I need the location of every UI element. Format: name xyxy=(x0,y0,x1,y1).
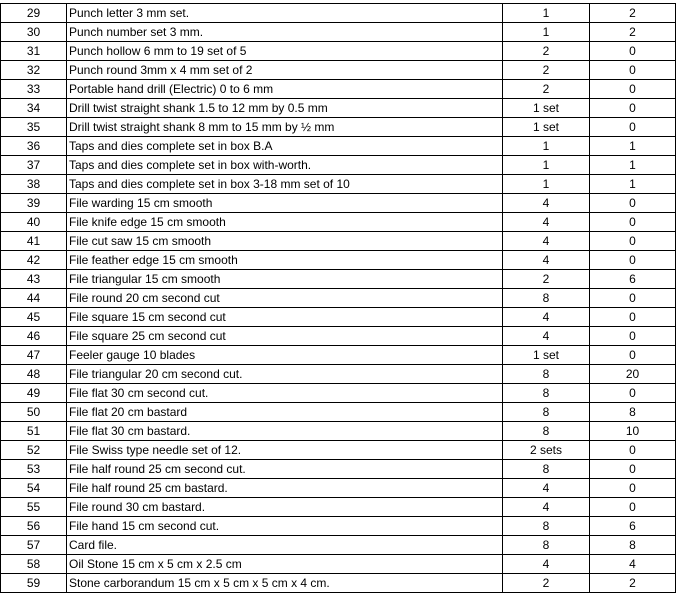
item-description-cell: Feeler gauge 10 blades xyxy=(67,346,503,365)
row-number-cell: 41 xyxy=(1,232,67,251)
table-row xyxy=(1,4,676,23)
item-description-cell: File triangular 15 cm smooth xyxy=(67,270,503,289)
quantity-required-cell: 4 xyxy=(503,479,590,498)
quantity-required-cell: 8 xyxy=(503,384,590,403)
row-number-cell: 35 xyxy=(1,118,67,137)
table-row xyxy=(1,175,676,194)
row-number-cell: 53 xyxy=(1,460,67,479)
item-description-cell: File flat 30 cm bastard. xyxy=(67,422,503,441)
quantity-available-cell: 0 xyxy=(590,498,676,517)
row-number-cell: 50 xyxy=(1,403,67,422)
quantity-required-cell: 2 xyxy=(503,270,590,289)
quantity-available-cell: 0 xyxy=(590,308,676,327)
item-description-cell: File hand 15 cm second cut. xyxy=(67,517,503,536)
row-number-cell: 56 xyxy=(1,517,67,536)
item-description-cell: File flat 20 cm bastard xyxy=(67,403,503,422)
item-description-cell: Card file. xyxy=(67,536,503,555)
quantity-available-cell: 0 xyxy=(590,384,676,403)
quantity-available-cell: 0 xyxy=(590,99,676,118)
row-number-cell: 44 xyxy=(1,289,67,308)
row-number-cell: 46 xyxy=(1,327,67,346)
table-row xyxy=(1,517,676,536)
quantity-required-cell: 8 xyxy=(503,536,590,555)
quantity-available-cell: 4 xyxy=(590,555,676,574)
quantity-available-cell: 8 xyxy=(590,536,676,555)
item-description-cell: File Swiss type needle set of 12. xyxy=(67,441,503,460)
row-number-cell: 58 xyxy=(1,555,67,574)
table-row xyxy=(1,384,676,403)
row-number-cell: 43 xyxy=(1,270,67,289)
row-number-cell: 32 xyxy=(1,61,67,80)
item-description-cell: Punch round 3mm x 4 mm set of 2 xyxy=(67,61,503,80)
quantity-required-cell: 4 xyxy=(503,232,590,251)
row-number-cell: 33 xyxy=(1,80,67,99)
quantity-available-cell: 0 xyxy=(590,118,676,137)
item-description-cell: File half round 25 cm bastard. xyxy=(67,479,503,498)
quantity-available-cell: 1 xyxy=(590,156,676,175)
quantity-available-cell: 0 xyxy=(590,213,676,232)
row-number-cell: 59 xyxy=(1,574,67,593)
row-number-cell: 45 xyxy=(1,308,67,327)
table-body xyxy=(1,4,676,593)
row-number-cell: 38 xyxy=(1,175,67,194)
quantity-required-cell: 4 xyxy=(503,251,590,270)
table-row xyxy=(1,194,676,213)
table-row xyxy=(1,232,676,251)
table-row xyxy=(1,156,676,175)
item-description-cell: File round 20 cm second cut xyxy=(67,289,503,308)
quantity-required-cell: 4 xyxy=(503,498,590,517)
row-number-cell: 55 xyxy=(1,498,67,517)
item-description-cell: Oil Stone 15 cm x 5 cm x 2.5 cm xyxy=(67,555,503,574)
row-number-cell: 36 xyxy=(1,137,67,156)
item-description-cell: File square 25 cm second cut xyxy=(67,327,503,346)
quantity-available-cell: 20 xyxy=(590,365,676,384)
quantity-required-cell: 1 xyxy=(503,137,590,156)
quantity-required-cell: 4 xyxy=(503,327,590,346)
item-description-cell: File knife edge 15 cm smooth xyxy=(67,213,503,232)
quantity-available-cell: 0 xyxy=(590,346,676,365)
item-description-cell: File round 30 cm bastard. xyxy=(67,498,503,517)
quantity-required-cell: 1 set xyxy=(503,118,590,137)
quantity-available-cell: 0 xyxy=(590,232,676,251)
quantity-available-cell: 2 xyxy=(590,23,676,42)
quantity-available-cell: 0 xyxy=(590,42,676,61)
table-row xyxy=(1,308,676,327)
item-description-cell: Punch hollow 6 mm to 19 set of 5 xyxy=(67,42,503,61)
table-row xyxy=(1,42,676,61)
table-row xyxy=(1,251,676,270)
quantity-required-cell: 8 xyxy=(503,289,590,308)
quantity-available-cell: 0 xyxy=(590,289,676,308)
quantity-required-cell: 2 xyxy=(503,61,590,80)
table-row xyxy=(1,270,676,289)
table-row xyxy=(1,365,676,384)
equipment-table xyxy=(0,3,676,593)
item-description-cell: File square 15 cm second cut xyxy=(67,308,503,327)
table-row xyxy=(1,118,676,137)
item-description-cell: Punch number set 3 mm. xyxy=(67,23,503,42)
item-description-cell: Drill twist straight shank 1.5 to 12 mm by 0.5 mm xyxy=(67,99,503,118)
quantity-available-cell: 0 xyxy=(590,61,676,80)
quantity-required-cell: 8 xyxy=(503,422,590,441)
row-number-cell: 42 xyxy=(1,251,67,270)
item-description-cell: Punch letter 3 mm set. xyxy=(67,4,503,23)
quantity-available-cell: 2 xyxy=(590,4,676,23)
item-description-cell: File warding 15 cm smooth xyxy=(67,194,503,213)
table-row xyxy=(1,498,676,517)
quantity-required-cell: 2 sets xyxy=(503,441,590,460)
quantity-available-cell: 0 xyxy=(590,251,676,270)
quantity-available-cell: 0 xyxy=(590,194,676,213)
table-row xyxy=(1,80,676,99)
row-number-cell: 48 xyxy=(1,365,67,384)
quantity-required-cell: 1 set xyxy=(503,99,590,118)
row-number-cell: 57 xyxy=(1,536,67,555)
item-description-cell: Taps and dies complete set in box 3-18 mm set of 10 xyxy=(67,175,503,194)
table-row xyxy=(1,99,676,118)
quantity-required-cell: 2 xyxy=(503,80,590,99)
quantity-required-cell: 4 xyxy=(503,555,590,574)
table-row xyxy=(1,479,676,498)
row-number-cell: 31 xyxy=(1,42,67,61)
table-row xyxy=(1,422,676,441)
quantity-required-cell: 8 xyxy=(503,403,590,422)
table-row xyxy=(1,574,676,593)
item-description-cell: File half round 25 cm second cut. xyxy=(67,460,503,479)
table-row xyxy=(1,61,676,80)
item-description-cell: File triangular 20 cm second cut. xyxy=(67,365,503,384)
row-number-cell: 29 xyxy=(1,4,67,23)
item-description-cell: Taps and dies complete set in box with-worth. xyxy=(67,156,503,175)
table-row xyxy=(1,441,676,460)
quantity-available-cell: 1 xyxy=(590,137,676,156)
quantity-required-cell: 1 xyxy=(503,23,590,42)
quantity-available-cell: 0 xyxy=(590,80,676,99)
table-row xyxy=(1,23,676,42)
quantity-available-cell: 1 xyxy=(590,175,676,194)
quantity-available-cell: 0 xyxy=(590,327,676,346)
quantity-required-cell: 2 xyxy=(503,574,590,593)
quantity-available-cell: 0 xyxy=(590,479,676,498)
quantity-required-cell: 1 xyxy=(503,4,590,23)
table-row xyxy=(1,460,676,479)
item-description-cell: Drill twist straight shank 8 mm to 15 mm by ½ mm xyxy=(67,118,503,137)
quantity-available-cell: 0 xyxy=(590,460,676,479)
row-number-cell: 49 xyxy=(1,384,67,403)
table-row xyxy=(1,555,676,574)
row-number-cell: 37 xyxy=(1,156,67,175)
quantity-required-cell: 8 xyxy=(503,517,590,536)
quantity-required-cell: 1 set xyxy=(503,346,590,365)
item-description-cell: File flat 30 cm second cut. xyxy=(67,384,503,403)
item-description-cell: Taps and dies complete set in box B.A xyxy=(67,137,503,156)
table-row xyxy=(1,213,676,232)
quantity-required-cell: 4 xyxy=(503,308,590,327)
row-number-cell: 34 xyxy=(1,99,67,118)
quantity-required-cell: 4 xyxy=(503,213,590,232)
table-row xyxy=(1,289,676,308)
item-description-cell: Stone carborandum 15 cm x 5 cm x 5 cm x 4 cm. xyxy=(67,574,503,593)
table-row xyxy=(1,137,676,156)
quantity-available-cell: 2 xyxy=(590,574,676,593)
quantity-available-cell: 6 xyxy=(590,517,676,536)
quantity-available-cell: 6 xyxy=(590,270,676,289)
quantity-required-cell: 1 xyxy=(503,175,590,194)
table-row xyxy=(1,327,676,346)
quantity-required-cell: 8 xyxy=(503,365,590,384)
quantity-required-cell: 2 xyxy=(503,42,590,61)
item-description-cell: Portable hand drill (Electric) 0 to 6 mm xyxy=(67,80,503,99)
quantity-available-cell: 0 xyxy=(590,441,676,460)
quantity-available-cell: 8 xyxy=(590,403,676,422)
item-description-cell: File feather edge 15 cm smooth xyxy=(67,251,503,270)
row-number-cell: 30 xyxy=(1,23,67,42)
item-description-cell: File cut saw 15 cm smooth xyxy=(67,232,503,251)
table-row xyxy=(1,403,676,422)
row-number-cell: 51 xyxy=(1,422,67,441)
row-number-cell: 47 xyxy=(1,346,67,365)
row-number-cell: 39 xyxy=(1,194,67,213)
quantity-required-cell: 8 xyxy=(503,460,590,479)
quantity-available-cell: 10 xyxy=(590,422,676,441)
quantity-required-cell: 1 xyxy=(503,156,590,175)
row-number-cell: 40 xyxy=(1,213,67,232)
quantity-required-cell: 4 xyxy=(503,194,590,213)
table-row xyxy=(1,536,676,555)
row-number-cell: 52 xyxy=(1,441,67,460)
table-row xyxy=(1,346,676,365)
row-number-cell: 54 xyxy=(1,479,67,498)
